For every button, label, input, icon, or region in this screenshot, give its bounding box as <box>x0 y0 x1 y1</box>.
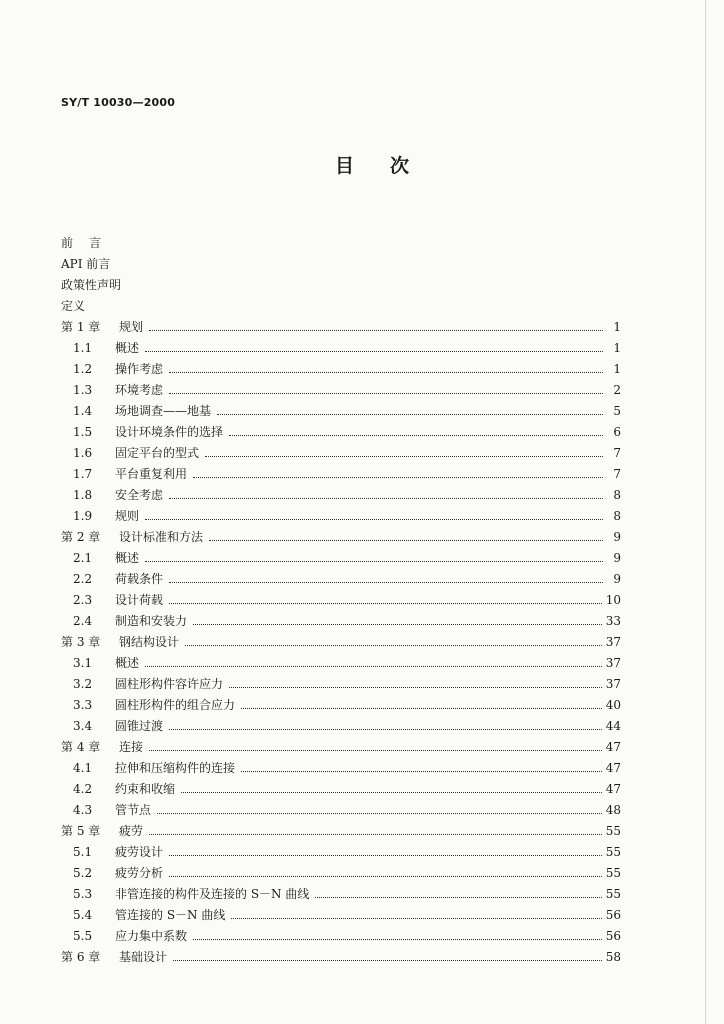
toc-page-number: 2 <box>613 383 621 397</box>
toc-entry-title: 约束和收缩 <box>115 782 176 796</box>
toc-page-number: 10 <box>605 593 621 607</box>
toc-section-entry[interactable] <box>61 506 621 527</box>
toc-entry-title: 管节点 <box>115 803 152 817</box>
toc-entry-title: 概述 <box>115 551 140 565</box>
toc-entry-number: 1.6 <box>73 446 93 460</box>
toc-page-number: 37 <box>605 677 621 691</box>
toc-dot-leader <box>145 519 603 520</box>
toc-entry-title: 钢结构设计 <box>119 635 180 649</box>
toc-dot-leader <box>145 666 602 667</box>
toc-dot-leader <box>169 876 602 877</box>
toc-dot-leader <box>157 813 602 814</box>
toc-entry-title: 设计标准和方法 <box>119 530 204 544</box>
toc-entry-title: 设计环境条件的选择 <box>115 425 224 439</box>
toc-dot-leader <box>169 855 602 856</box>
toc-entry-title: 操作考虑 <box>115 362 164 376</box>
toc-page-number: 8 <box>613 509 621 523</box>
toc-dot-leader <box>169 393 603 394</box>
toc-entry-title: 圆柱形构件容许应力 <box>115 677 224 691</box>
toc-dot-leader <box>229 687 602 688</box>
toc-section-entry[interactable] <box>61 443 621 464</box>
toc-section-entry[interactable] <box>61 758 621 779</box>
toc-page-number: 48 <box>605 803 621 817</box>
toc-section-entry[interactable] <box>61 653 621 674</box>
toc-entry-title: 连接 <box>119 740 144 754</box>
toc-entry-title: 概述 <box>115 656 140 670</box>
toc-page-number: 56 <box>605 929 621 943</box>
toc-page-number: 55 <box>605 887 621 901</box>
toc-page-number: 55 <box>605 845 621 859</box>
toc-page-number: 47 <box>605 740 621 754</box>
toc-entry-number: 4.3 <box>73 803 93 817</box>
toc-front-item[interactable]: 定义 <box>61 299 86 313</box>
toc-entry-number: 2.3 <box>73 593 93 607</box>
toc-entry-number: 3.1 <box>73 656 93 670</box>
toc-dot-leader <box>173 960 602 961</box>
toc-entry-title: 环境考虑 <box>115 383 164 397</box>
toc-section-entry[interactable] <box>61 590 621 611</box>
toc-page-number: 44 <box>605 719 621 733</box>
toc-section-entry[interactable] <box>61 548 621 569</box>
toc-entry-number: 1.3 <box>73 383 93 397</box>
toc-page-number: 9 <box>613 551 621 565</box>
toc-page-number: 7 <box>613 467 621 481</box>
toc-page-number: 56 <box>605 908 621 922</box>
toc-dot-leader <box>241 708 602 709</box>
toc-entry-title: 非管连接的构件及连接的 S－N 曲线 <box>115 887 310 901</box>
toc-section-entry[interactable] <box>61 800 621 821</box>
toc-section-entry[interactable] <box>61 674 621 695</box>
toc-entry-number: 第 2 章 <box>61 530 101 544</box>
toc-page-number: 55 <box>605 824 621 838</box>
toc-page-number: 1 <box>613 320 621 334</box>
toc-section-entry[interactable] <box>61 401 621 422</box>
toc-entry-number: 2.4 <box>73 614 93 628</box>
toc-section-entry[interactable] <box>61 380 621 401</box>
toc-entry-title: 疲劳分析 <box>115 866 164 880</box>
toc-entry-number: 5.3 <box>73 887 93 901</box>
toc-entry-title: 固定平台的型式 <box>115 446 200 460</box>
toc-dot-leader <box>169 603 602 604</box>
toc-front-item[interactable]: 政策性声明 <box>61 278 122 292</box>
toc-entry-number: 第 5 章 <box>61 824 101 838</box>
toc-entry-title: 拉伸和压缩构件的连接 <box>115 761 236 775</box>
toc-entry-title: 概述 <box>115 341 140 355</box>
toc-entry-number: 1.9 <box>73 509 93 523</box>
toc-section-entry[interactable] <box>61 716 621 737</box>
toc-entry-title: 圆柱形构件的组合应力 <box>115 698 236 712</box>
toc-entry-number: 第 1 章 <box>61 320 101 334</box>
toc-entry-number: 5.4 <box>73 908 93 922</box>
toc-entry-title: 疲劳 <box>119 824 144 838</box>
toc-dot-leader <box>231 918 601 919</box>
page-title <box>0 151 724 178</box>
toc-page-number: 47 <box>605 782 621 796</box>
toc-section-entry[interactable] <box>61 863 621 884</box>
toc-page-number: 8 <box>613 488 621 502</box>
toc-page-number: 55 <box>605 866 621 880</box>
toc-page-number: 47 <box>605 761 621 775</box>
toc-entry-title: 场地调查——地基 <box>115 404 212 418</box>
toc-section-entry[interactable] <box>61 338 621 359</box>
toc-chapter-entry[interactable] <box>61 947 621 968</box>
toc-section-entry[interactable] <box>61 842 621 863</box>
toc-section-entry[interactable] <box>61 569 621 590</box>
toc-entry-number: 1.4 <box>73 404 93 418</box>
toc-page-number: 1 <box>613 362 621 376</box>
toc-dot-leader <box>149 750 602 751</box>
toc-dot-leader <box>149 330 603 331</box>
toc-entry-number: 2.1 <box>73 551 93 565</box>
toc-chapter-entry[interactable] <box>61 527 621 548</box>
toc-section-entry[interactable] <box>61 779 621 800</box>
toc-section-entry[interactable] <box>61 926 621 947</box>
page-title-char-1: 目 <box>334 155 354 177</box>
toc-page-number: 9 <box>613 530 621 544</box>
toc-dot-leader <box>193 477 603 478</box>
toc-entry-title: 安全考虑 <box>115 488 164 502</box>
standard-code: SY/T 10030—2000 <box>61 96 176 109</box>
toc-dot-leader <box>145 561 603 562</box>
toc-entry-title: 荷载条件 <box>115 572 164 586</box>
toc-entry-title: 基础设计 <box>119 950 168 964</box>
toc-page-number: 40 <box>605 698 621 712</box>
toc-dot-leader <box>169 498 603 499</box>
toc-dot-leader <box>169 582 603 583</box>
toc-page-number: 7 <box>613 446 621 460</box>
toc-section-entry[interactable] <box>61 611 621 632</box>
toc-entry-number: 1.8 <box>73 488 93 502</box>
toc-page-number: 37 <box>605 656 621 670</box>
toc-entry-title: 规划 <box>119 320 144 334</box>
toc-section-entry[interactable] <box>61 422 621 443</box>
toc-page-number: 1 <box>613 341 621 355</box>
table-of-contents <box>61 233 621 968</box>
toc-entries <box>61 317 621 968</box>
toc-page-number: 58 <box>605 950 621 964</box>
toc-chapter-entry[interactable] <box>61 737 621 758</box>
toc-dot-leader <box>205 456 603 457</box>
toc-dot-leader <box>181 792 602 793</box>
toc-dot-leader <box>315 897 601 898</box>
toc-entry-number: 3.3 <box>73 698 93 712</box>
toc-section-entry[interactable] <box>61 359 621 380</box>
toc-page-number: 6 <box>613 425 621 439</box>
toc-entry-number: 5.2 <box>73 866 93 880</box>
page-title-char-2: 次 <box>390 155 410 177</box>
toc-entry-title: 规则 <box>115 509 140 523</box>
toc-page-number: 5 <box>613 404 621 418</box>
toc-chapter-entry[interactable] <box>61 821 621 842</box>
toc-entry-number: 第 4 章 <box>61 740 101 754</box>
toc-front-item[interactable]: 前言 <box>61 236 118 250</box>
toc-entry-number: 3.4 <box>73 719 93 733</box>
toc-entry-number: 1.5 <box>73 425 93 439</box>
toc-entry-number: 2.2 <box>73 572 93 586</box>
toc-entry-title: 应力集中系数 <box>115 929 188 943</box>
toc-entry-title: 管连接的 S－N 曲线 <box>115 908 226 922</box>
toc-entry-number: 3.2 <box>73 677 93 691</box>
toc-entry-title: 疲劳设计 <box>115 845 164 859</box>
toc-entry-number: 4.1 <box>73 761 93 775</box>
toc-entry-number: 第 6 章 <box>61 950 101 964</box>
toc-section-entry[interactable] <box>61 884 621 905</box>
toc-chapter-entry[interactable] <box>61 317 621 338</box>
toc-entry-title: 圆锥过渡 <box>115 719 164 733</box>
toc-page-number: 33 <box>605 614 621 628</box>
toc-dot-leader <box>145 351 603 352</box>
toc-entry-title: 平台重复利用 <box>115 467 188 481</box>
toc-dot-leader <box>185 645 602 646</box>
toc-dot-leader <box>169 729 602 730</box>
toc-entry-number: 1.2 <box>73 362 93 376</box>
toc-chapter-entry[interactable] <box>61 632 621 653</box>
toc-section-entry[interactable] <box>61 695 621 716</box>
toc-entry-number: 5.1 <box>73 845 93 859</box>
toc-page-number: 37 <box>605 635 621 649</box>
toc-entry-title: 设计荷载 <box>115 593 164 607</box>
toc-dot-leader <box>169 372 603 373</box>
toc-dot-leader <box>149 834 602 835</box>
toc-page-number: 9 <box>613 572 621 586</box>
toc-dot-leader <box>193 624 602 625</box>
toc-dot-leader <box>217 414 603 415</box>
toc-front-item[interactable]: API 前言 <box>61 257 111 271</box>
toc-section-entry[interactable] <box>61 464 621 485</box>
toc-section-entry[interactable] <box>61 905 621 926</box>
toc-entry-title: 制造和安装力 <box>115 614 188 628</box>
toc-entry-number: 第 3 章 <box>61 635 101 649</box>
toc-entry-number: 1.1 <box>73 341 93 355</box>
toc-entry-number: 4.2 <box>73 782 93 796</box>
toc-dot-leader <box>193 939 602 940</box>
toc-entry-number: 1.7 <box>73 467 93 481</box>
toc-section-entry[interactable] <box>61 485 621 506</box>
toc-entry-number: 5.5 <box>73 929 93 943</box>
toc-dot-leader <box>241 771 602 772</box>
toc-dot-leader <box>229 435 603 436</box>
toc-dot-leader <box>209 540 603 541</box>
